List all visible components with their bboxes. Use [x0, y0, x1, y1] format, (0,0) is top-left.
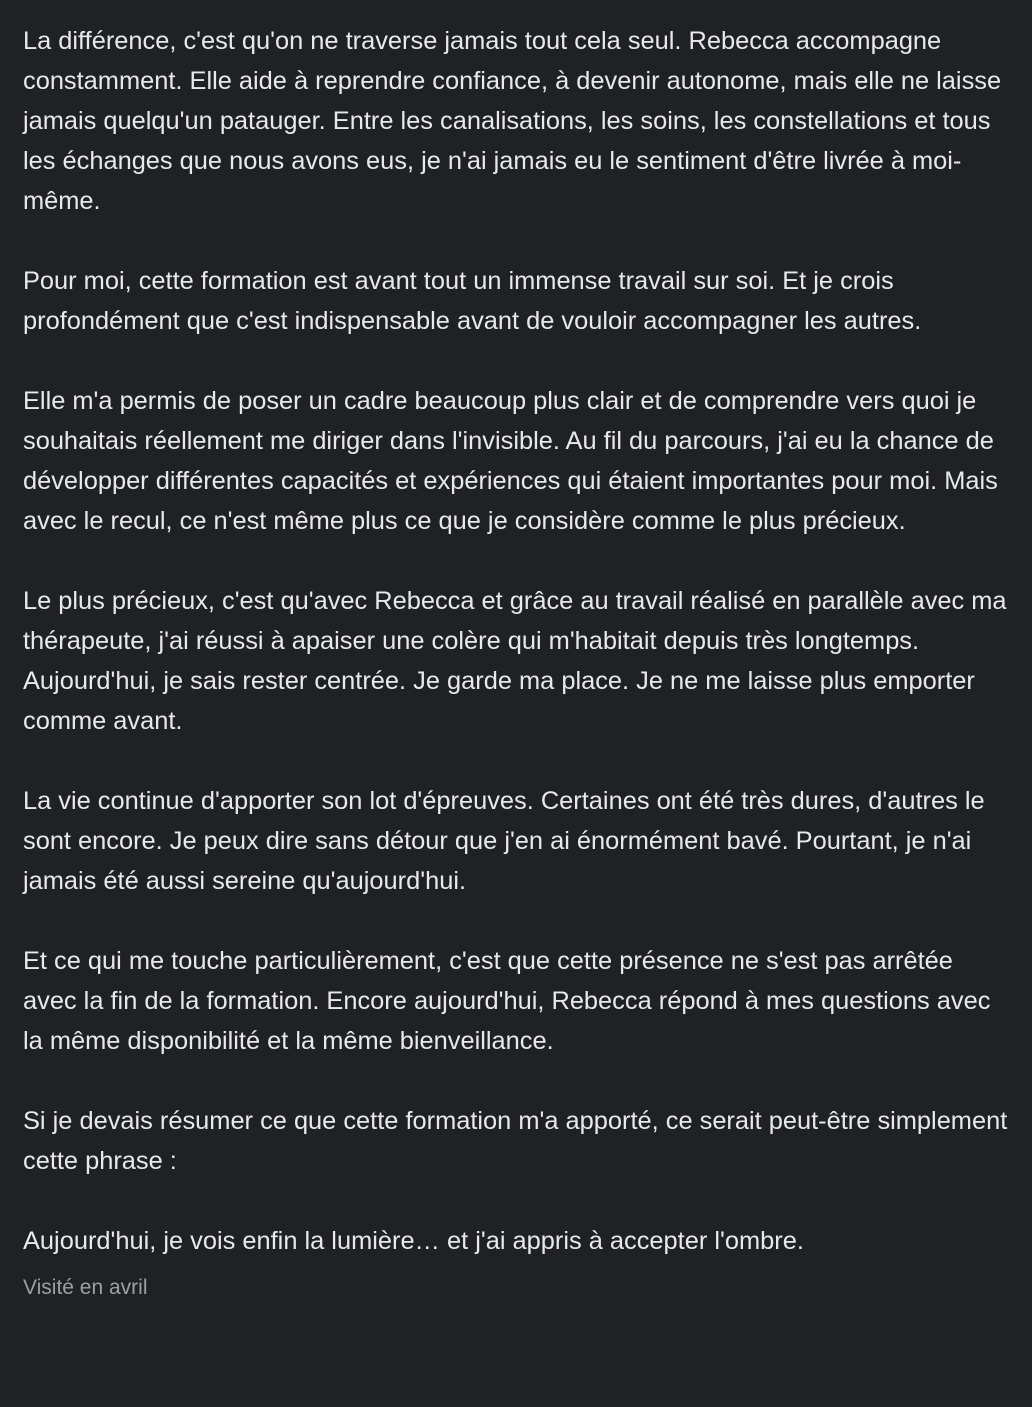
- review-paragraph-6: Et ce qui me touche particulièrement, c'est que cette présence ne s'est pas arrêtée avec la fin de la formation. Encore aujourd'hui, Rebecca répond à mes questions avec la même disponibilité et la même bienveillance.: [23, 947, 991, 1055]
- review-paragraph-7: Si je devais résumer ce que cette formation m'a apporté, ce serait peut-être simplement cette phrase :: [23, 1107, 1008, 1175]
- review-paragraph-3: Elle m'a permis de poser un cadre beaucoup plus clair et de comprendre vers quoi je souhaitais réellement me diriger dans l'invisible. Au fil du parcours, j'ai eu la chance de développer différentes capacités et expériences qui étaient importantes pour moi. Mais avec le recul, ce n'est même plus ce que je considère comme le plus précieux.: [23, 387, 998, 535]
- visit-date: Visité en avril: [23, 1276, 148, 1299]
- review-paragraph-5: La vie continue d'apporter son lot d'épreuves. Certaines ont été très dures, d'autres le sont encore. Je peux dire sans détour que j'en ai énormément bavé. Pourtant, je n'ai jamais été aussi sereine qu'aujourd'hui.: [23, 787, 985, 895]
- review-paragraph-1: La différence, c'est qu'on ne traverse jamais tout cela seul. Rebecca accompagne constamment. Elle aide à reprendre confiance, à devenir autonome, mais elle ne laisse jamais quelqu'un patauger. Entre les canalisations, les soins, les constellations et tous les échanges que nous avons eus, je n'ai jamais eu le sentiment d'être livrée à moi-même.: [23, 27, 1002, 215]
- review-paragraph-2: Pour moi, cette formation est avant tout un immense travail sur soi. Et je crois profondément que c'est indispensable avant de vouloir accompagner les autres.: [23, 267, 922, 335]
- review-paragraph-8: Aujourd'hui, je vois enfin la lumière… et j'ai appris à accepter l'ombre.: [23, 1227, 804, 1255]
- review-paragraph-4: Le plus précieux, c'est qu'avec Rebecca et grâce au travail réalisé en parallèle avec ma thérapeute, j'ai réussi à apaiser une colère qui m'habitait depuis très longtemps. Aujourd'hui, je sais rester centrée. Je garde ma place. Je ne me laisse plus emporter comme avant.: [23, 587, 1007, 735]
